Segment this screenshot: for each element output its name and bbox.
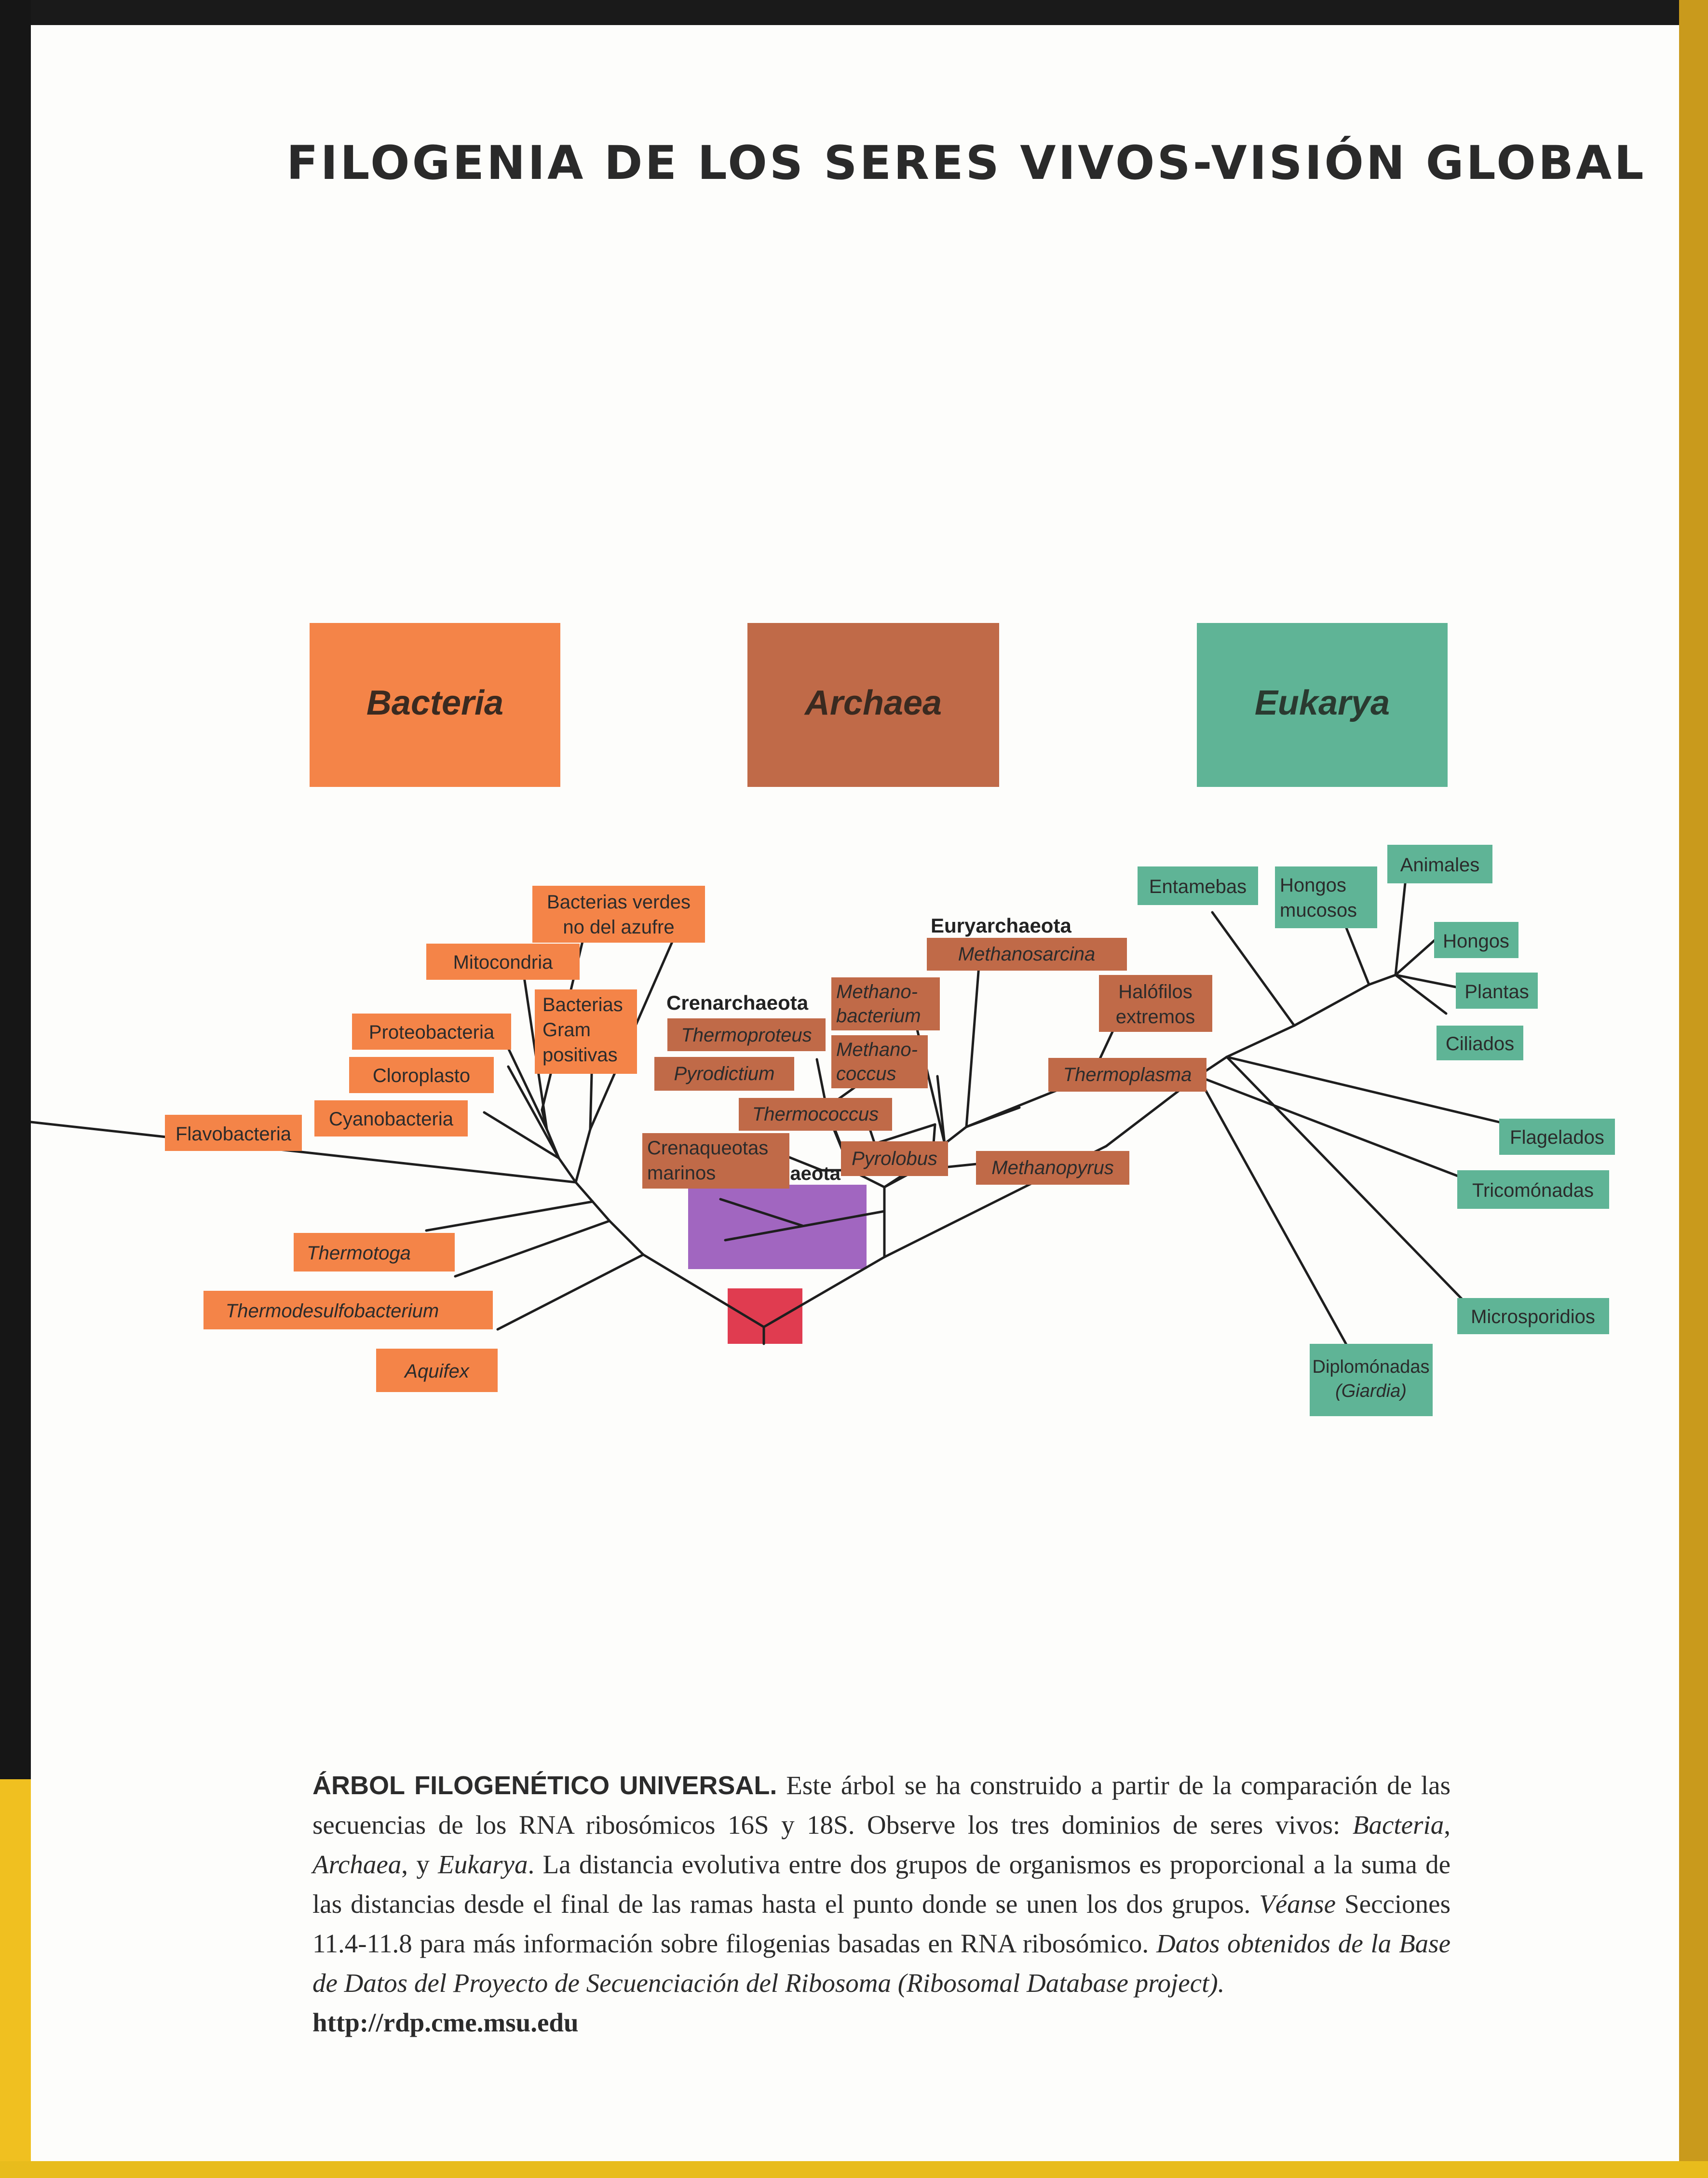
taxon-box-diplomonadas — [1310, 1344, 1433, 1416]
taxon-crenaqueotas-line2: marinos — [647, 1163, 716, 1184]
taxon-ciliados: Ciliados — [1445, 1033, 1515, 1055]
taxon-gram-positivas-line1: Bacterias — [542, 994, 623, 1015]
taxon-aquifex: Aquifex — [405, 1361, 469, 1382]
caption-text-1: Este árbol se ha construido a partir de la comparación de las secuencias de los RNA ribosómicos 16S y 18S. Observe los tres dominios de seres vivos: — [312, 1771, 1450, 1840]
caption-source: Datos obtenidos de la Base de Datos del Proyecto de Secuenciación del Ribosoma (Ribosomal Database project). — [312, 1929, 1450, 1998]
taxon-halofilos-line2: extremos — [1115, 1006, 1195, 1028]
taxon-cyanobacteria: Cyanobacteria — [329, 1109, 453, 1130]
taxon-hongos: Hongos — [1443, 931, 1509, 952]
taxon-bacterias-verdes-line2: no del azufre — [563, 917, 675, 938]
taxon-entamebas: Entamebas — [1149, 876, 1247, 897]
taxon-thermoproteus: Thermoproteus — [681, 1025, 812, 1046]
taxon-flavobacteria: Flavobacteria — [175, 1123, 292, 1145]
caption-italic-eukarya: Eukarya — [438, 1850, 528, 1879]
book-bottom-edge — [0, 2161, 1708, 2178]
caption-sep-2: , y — [401, 1850, 438, 1879]
taxon-gram-positivas-line3: positivas — [542, 1044, 618, 1066]
taxon-mitocondria: Mitocondria — [453, 952, 553, 973]
taxon-thermodesulfobacterium: Thermodesulfobacterium — [225, 1300, 439, 1322]
taxon-crenaqueotas-line1: Crenaqueotas — [647, 1137, 769, 1159]
eukarya-labels — [1138, 845, 1615, 1416]
figure-caption — [312, 1766, 1450, 2043]
taxon-methanobacterium-line1: Methano- — [836, 981, 918, 1002]
taxon-pyrolobus: Pyrolobus — [852, 1148, 937, 1169]
taxon-plantas: Plantas — [1464, 981, 1529, 1002]
korarchaeota-box — [688, 1185, 867, 1269]
caption-italic-archaea: Archaea — [312, 1850, 402, 1879]
group-crenarchaeota: Crenarchaeota — [666, 991, 809, 1014]
domain-label-eukarya: Eukarya — [1254, 684, 1390, 722]
taxon-methanococcus-line1: Methano- — [836, 1039, 918, 1060]
taxon-hongos-mucosos-line1: Hongos — [1280, 875, 1346, 896]
taxon-thermoplasma: Thermoplasma — [1063, 1064, 1192, 1085]
group-euryarchaeota: Euryarchaeota — [931, 914, 1071, 937]
page — [31, 25, 1679, 2161]
taxon-gram-positivas-line2: Gram — [542, 1019, 591, 1041]
taxon-diplomonadas-line1: Diplomónadas — [1312, 1357, 1430, 1377]
taxon-diplomonadas-line2: (Giardia) — [1335, 1381, 1407, 1401]
caption-text-3: Secciones 11.4-11.8 para más información sobre filogenias basadas en RNA ribosómico. — [312, 1889, 1451, 1958]
book-spine-yellow — [0, 1779, 31, 2178]
caption-italic-bacteria: Bacteria — [1352, 1810, 1444, 1840]
taxon-hongos-mucosos-line2: mucosos — [1280, 900, 1357, 921]
bacteria-labels — [165, 886, 705, 1392]
taxon-bacterias-verdes-line1: Bacterias verdes — [547, 892, 691, 913]
caption-italic-veanse: Véanse — [1259, 1889, 1336, 1919]
page-title: FILOGENIA DE LOS SERES VIVOS-VISIÓN GLOBAL — [286, 136, 1646, 190]
taxon-halofilos-line1: Halófilos — [1118, 981, 1193, 1002]
archaea-labels — [642, 914, 1212, 1189]
taxon-flagelados: Flagelados — [1510, 1127, 1604, 1148]
taxon-animales: Animales — [1400, 854, 1480, 876]
caption-heading: ÁRBOL FILOGENÉTICO UNIVERSAL. — [312, 1771, 777, 1800]
domain-label-bacteria: Bacteria — [366, 684, 504, 722]
taxon-microsporidios: Microsporidios — [1471, 1306, 1595, 1327]
taxon-proteobacteria: Proteobacteria — [368, 1022, 495, 1043]
domain-label-archaea: Archaea — [804, 684, 942, 722]
book-cover-edge — [1679, 0, 1708, 2178]
caption-sep-1: , — [1444, 1810, 1450, 1840]
taxon-methanococcus-line2: coccus — [836, 1063, 896, 1084]
taxon-tricomonadas: Tricomónadas — [1472, 1180, 1594, 1201]
taxon-pyrodictium: Pyrodictium — [674, 1063, 775, 1084]
taxon-thermotoga: Thermotoga — [307, 1243, 411, 1264]
caption-url[interactable]: http://rdp.cme.msu.edu — [312, 2008, 579, 2037]
taxon-methanobacterium-line2: bacterium — [836, 1005, 921, 1027]
taxon-thermococcus: Thermococcus — [752, 1104, 879, 1125]
caption-text-2: . La distancia evolutiva entre dos grupos de organismos es proporcional a la suma de las distancias desde el final de las ramas hasta el punto donde se unen los dos grupos. — [312, 1850, 1451, 1919]
taxon-methanopyrus: Methanopyrus — [991, 1157, 1114, 1178]
taxon-methanosarcina: Methanosarcina — [958, 944, 1096, 965]
taxon-cloroplasto: Cloroplasto — [372, 1065, 471, 1086]
